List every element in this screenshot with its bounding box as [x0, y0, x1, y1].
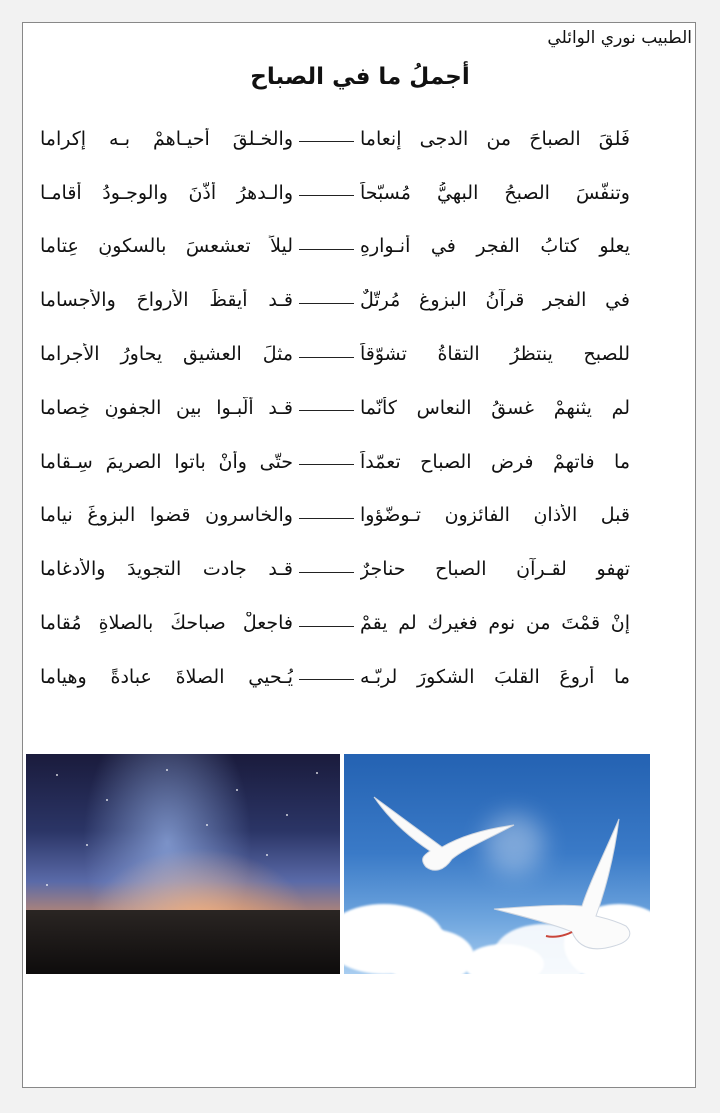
- verse-second-half: يُـحيي الصلاةَ عبادةً وهياما: [40, 665, 293, 688]
- dawn-sky-photo: [26, 754, 340, 974]
- verse-first-half: فَلقَ الصباحَ من الدجى إنعاما: [360, 127, 630, 150]
- verse-separator: [299, 357, 354, 358]
- verse-second-half: حتّى وأنْ باتوا الصريمَ سِـقاما: [40, 450, 293, 473]
- verse-first-half: وتنفّسَ الصبحُ البهيُّ مُسبّحاً: [360, 181, 630, 204]
- verse-row: [40, 273, 630, 327]
- verse-separator: [299, 572, 354, 573]
- verse-first-half: في الفجرِ قرآنُ البزوغِ مُرتّلٌ: [360, 289, 630, 312]
- verse-first-half: ما أروعَ القلبَ الشكورَ لربّـه: [360, 665, 630, 688]
- verse-row: [40, 112, 630, 166]
- verse-separator: [299, 249, 354, 250]
- verse-separator: [299, 679, 354, 680]
- verse-second-half: فاجعلْ صباحكَ بالصلاةِ مُقاما: [40, 612, 293, 635]
- verse-first-half: إنْ قمْتَ من نومٍ فغيرك لم يقمْ: [360, 612, 630, 635]
- verse-first-half: لم يثنهمْ غسقُ النعاسِ كأنّما: [360, 396, 630, 419]
- verse-row: [40, 489, 630, 543]
- verse-separator: [299, 195, 354, 196]
- verse-first-half: تهفو لقـرآنِ الصباحِ حناجرٌ: [360, 558, 630, 581]
- verse-second-half: قـد أيقظَ الأرواحَ والأجساما: [40, 289, 293, 312]
- verse-row: [40, 381, 630, 435]
- verse-separator: [299, 410, 354, 411]
- verse-second-half: والخاسرون قضوا البزوغَ نياما: [40, 504, 293, 527]
- white-doves-photo: [344, 754, 650, 974]
- verse-first-half: للصبحِ ينتظرُ التقاةُ تشوّقاً: [360, 343, 630, 366]
- verse-separator: [299, 141, 354, 142]
- verse-separator: [299, 626, 354, 627]
- verse-separator: [299, 464, 354, 465]
- verse-second-half: مثلَ العشيقِ يحاورُ الأجراما: [40, 343, 293, 366]
- verse-second-half: قـد جادت التجويدَ والأدغاما: [40, 558, 293, 581]
- verse-row: [40, 596, 630, 650]
- poem-body: [40, 112, 630, 704]
- verse-row: [40, 220, 630, 274]
- verse-second-half: والخـلقَ أحيـاهمْ بـه إكراما: [40, 127, 293, 150]
- poem-title: أجملُ ما في الصباح: [250, 64, 470, 90]
- verse-first-half: ما فاتهمْ فرض الصباحِ تعمّداً: [360, 450, 630, 473]
- verse-separator: [299, 518, 354, 519]
- author-name: الطبيب نوري الوائلي: [547, 28, 692, 48]
- verse-first-half: قبل الأذانِ الفائزون تـوضّؤوا: [360, 504, 630, 527]
- verse-row: [40, 435, 630, 489]
- verse-separator: [299, 303, 354, 304]
- ground-silhouette: [26, 910, 340, 974]
- verse-second-half: ليلاً تعشعسَ بالسكونِ عِتاما: [40, 235, 293, 258]
- verse-row: [40, 542, 630, 596]
- verse-second-half: قـد ألّبـوا بين الجفونِ خِصاما: [40, 396, 293, 419]
- verse-row: [40, 166, 630, 220]
- verse-row: [40, 327, 630, 381]
- verse-first-half: يعلو كتابُ الفجرِ في أنـوارهِ: [360, 235, 630, 258]
- verse-row: [40, 650, 630, 704]
- verse-second-half: والـدهرُ أذّنَ والوجـودُ أقامـا: [40, 181, 293, 204]
